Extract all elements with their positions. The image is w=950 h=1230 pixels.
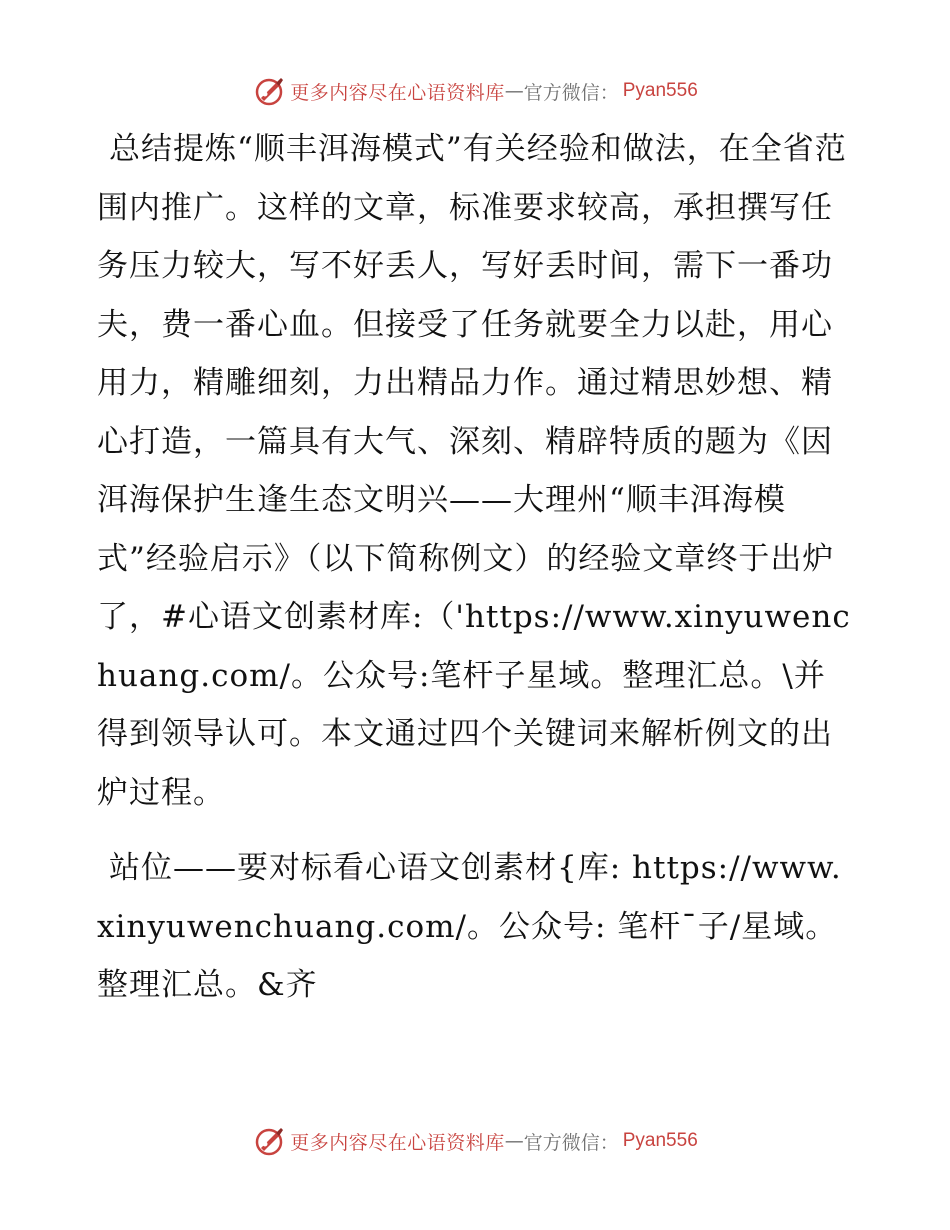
header-separator: — xyxy=(504,80,524,102)
document-body xyxy=(97,120,857,1015)
header-wechat-label: 官方微信： xyxy=(523,81,619,104)
footer-brand-text: 更多内容尽在心语资料库 xyxy=(290,1131,505,1154)
header-banner xyxy=(0,71,950,111)
paragraph-1 xyxy=(97,120,857,822)
brand-logo-icon xyxy=(252,1124,286,1158)
header-brand-text: 更多内容尽在心语资料库 xyxy=(290,81,505,104)
paragraph-1-text: 总结提炼“顺丰洱海模式”有关经验和做法，在全省范围内推广。这样的文章，标准要求较高，承担撰写任务压力较大，写不好丢人，写好丢时间，需下一番功夫，费一番心血。但接受了任务就要全力以赴，用心用力，精雕细刻，力出精品力作。通过精思妙想、精心打造，一篇具有大气、深刻、精辟特质的题为《因洱海保护生逢生态文明兴——大理州“顺丰洱海模式”经验启示》（以下简称例文）的经验文章终于出炉了，#心语文创素材库:（'https://www.xinyuwenchuang.com/。公众号:笔杆子星域。整理汇总。\并得到领导认可。本文通过四个关键词来解析例文的出炉过程。 xyxy=(97,131,851,811)
paragraph-2 xyxy=(97,839,857,1015)
paragraph-2-text: 站位——要对标看心语文创素材{库: https://www.xinyuwenchuang.com/。公众号: 笔杆¯子/星域。整理汇总。&齐 xyxy=(97,850,842,1003)
footer-banner xyxy=(0,1121,950,1161)
footer-wechat-label: 官方微信： xyxy=(523,1131,619,1154)
brand-logo-icon xyxy=(252,74,286,108)
footer-wechat-id: Pyan556 xyxy=(622,1130,698,1151)
header-wechat-id: Pyan556 xyxy=(622,80,698,101)
footer-separator: — xyxy=(504,1130,524,1152)
